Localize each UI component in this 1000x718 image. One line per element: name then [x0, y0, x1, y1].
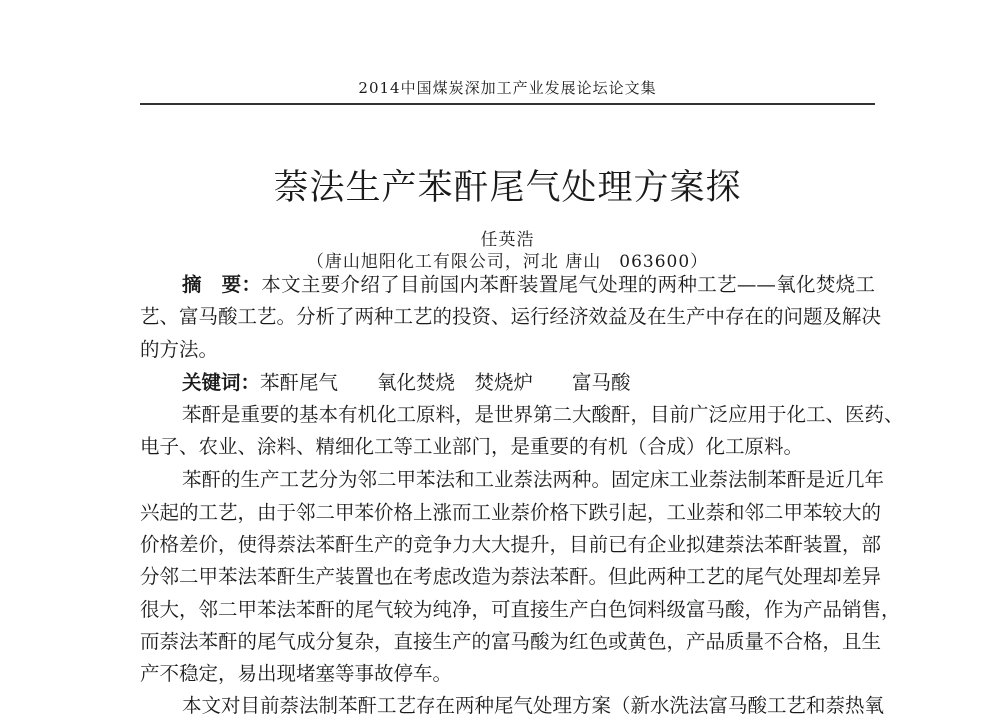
body-line: 价格差价，使得萘法苯酐生产的竞争力大大提升，目前已有企业拟建萘法苯酐装置，部: [140, 533, 882, 556]
abstract-label: 摘 要：: [182, 273, 262, 296]
body-line: 苯酐的生产工艺分为邻二甲苯法和工业萘法两种。固定床工业萘法制苯酐是近几年: [182, 468, 885, 491]
affiliation: （唐山旭阳化工有限公司，河北 唐山 063600）: [306, 252, 709, 272]
keywords-label: 关键词：: [182, 371, 261, 394]
author: 任英浩: [480, 230, 535, 250]
body-line: 分邻二甲苯法苯酐生产装置也在考虑改造为萘法苯酐。但此两种工艺的尾气处理却差异: [140, 565, 882, 588]
body-line: 电子、农业、涂料、精细化工等工业部门，是重要的有机（合成）化工原料。: [140, 435, 804, 458]
running-header: 2014中国煤炭深加工产业发展论坛论文集: [358, 79, 657, 97]
abstract-line: 艺、富马酸工艺。分析了两种工艺的投资、运行经济效益及在生产中存在的问题及解决: [140, 305, 882, 328]
body-line: 产不稳定，易出现堵塞等事故停车。: [140, 662, 453, 685]
keywords-text: 苯酐尾气 氧化焚烧 焚烧炉 富马酸: [260, 371, 631, 394]
abstract-line: 摘 要：本文主要介绍了目前国内苯酐装置尾气处理的两种工艺——氧化焚烧工: [182, 273, 875, 296]
abstract-line: 的方法。: [140, 338, 219, 361]
body-line: 兴起的工艺，由于邻二甲苯价格上涨而工业萘价格下跌引起，工业萘和邻二甲苯较大的: [140, 501, 882, 524]
paper-title: 萘法生产苯酐尾气处理方案探: [273, 168, 742, 208]
body-line: 而萘法苯酐的尾气成分复杂，直接生产的富马酸为红色或黄色，产品质量不合格，且生: [140, 630, 882, 653]
body-line: 本文对目前萘法制苯酐工艺存在两种尾气处理方案（新水洗法富马酸工艺和萘热氧: [182, 694, 885, 717]
body-line: 很大，邻二甲苯法苯酐的尾气较为纯净，可直接生产白色饲料级富马酸，作为产品销售，: [140, 598, 901, 621]
header-rule: [140, 103, 875, 105]
body-line: 苯酐是重要的基本有机化工原料，是世界第二大酸酐，目前广泛应用于化工、医药、: [182, 403, 904, 426]
keywords-line: [182, 371, 875, 395]
